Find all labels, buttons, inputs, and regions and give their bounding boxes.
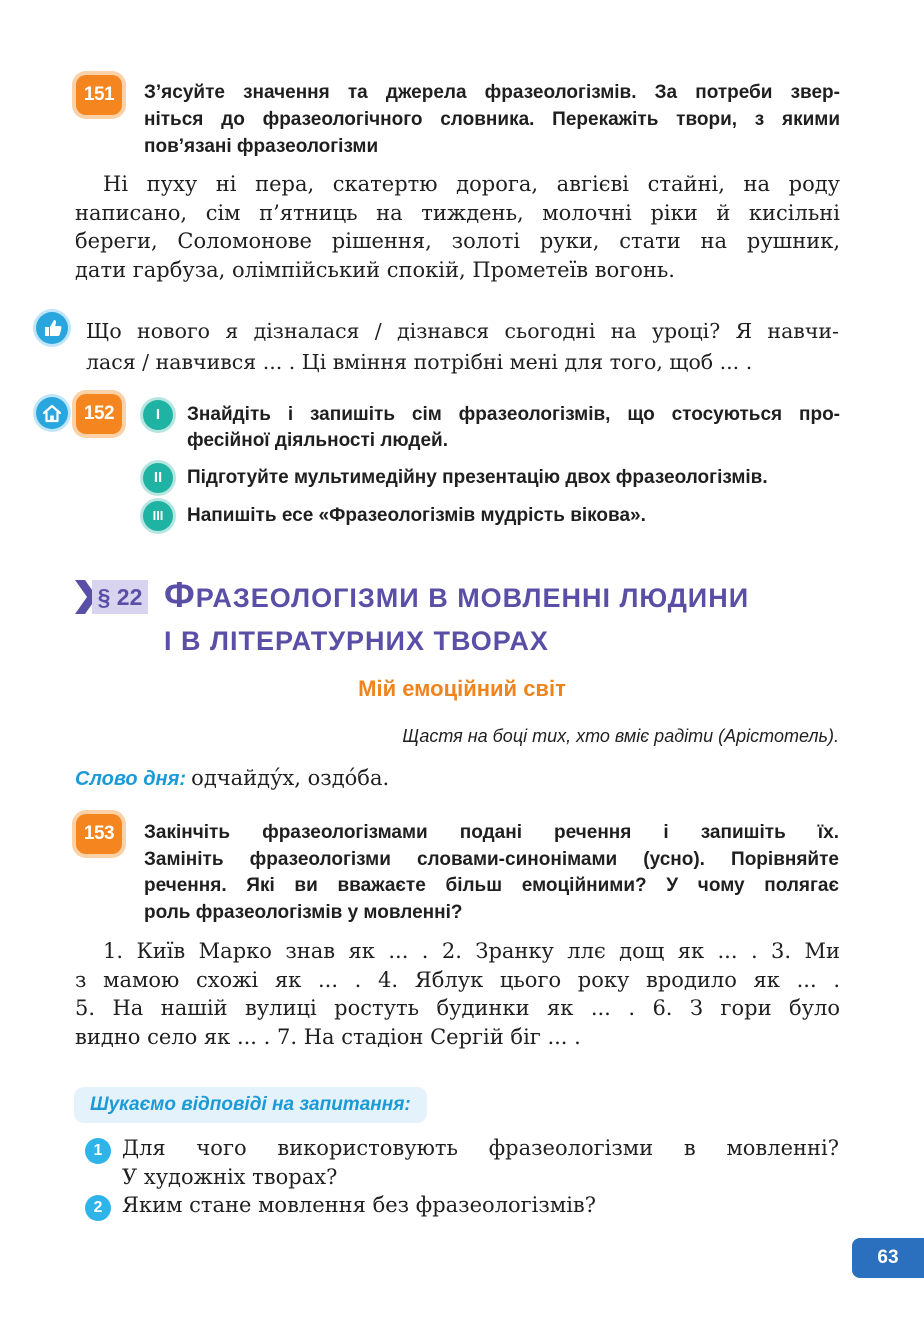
word-of-day-label: Слово дня: <box>75 768 187 790</box>
task-number: 153 <box>83 823 115 844</box>
text-line: Що нового я дізналася / дізнався сьогодні на уроці? Я навчи- <box>86 319 839 343</box>
question-2-number <box>85 1195 111 1221</box>
text-line: видно село як ... . 7. На стадіон Сергій біг ... . <box>75 1024 581 1049</box>
level-line: Підготуйте мультимедійну презентацію двох фразеологізмів. <box>187 467 768 488</box>
question-line: Для чого використовують фразеологізми в мовленні? <box>122 1136 839 1160</box>
level-line: Напишіть есе «Фразеологізмів мудрість вікова». <box>187 505 646 526</box>
question-number-text: 2 <box>93 1199 103 1216</box>
instruction-line: Закінчіть фразеологізмами подані речення і запишіть їх. <box>144 822 839 843</box>
task-number: 151 <box>83 84 115 105</box>
question-1-text <box>122 1134 839 1191</box>
home-icon <box>36 397 68 429</box>
level-marker-text: II <box>153 469 163 486</box>
instruction-line: ніться до фразеологічного словника. Перекажіть твори, з якими <box>144 109 840 130</box>
reflection-text <box>86 316 839 378</box>
task-number: 152 <box>83 403 115 424</box>
level-line: фесійної діяльності людей. <box>187 430 448 451</box>
thumbs-up-icon <box>36 312 68 344</box>
level-2-marker <box>143 463 173 493</box>
level-3-marker <box>143 501 173 531</box>
instruction-line: речення. Які ви вважаєте більш емоційними? У чому полягає <box>144 875 839 896</box>
level-3-text <box>187 503 847 529</box>
task-151-badge <box>76 75 122 115</box>
section-title-line-2: І В ЛІТЕРАТУРНИХ ТВОРАХ <box>164 626 549 656</box>
level-2-text <box>187 465 847 491</box>
task-151-instruction <box>144 79 840 160</box>
questions-label: Шукаємо відповіді на запитання: <box>74 1087 427 1123</box>
level-1-text <box>187 402 840 454</box>
page-number: 63 <box>852 1238 924 1278</box>
text-line: 5. На нашій вулиці ростуть будинки як ... . 6. З гори було <box>75 996 840 1020</box>
section-title-rest: РАЗЕОЛОГІЗМИ В МОВЛЕННІ ЛЮДИНИ <box>195 583 750 613</box>
question-1-number <box>85 1138 111 1164</box>
task-152-badge <box>76 394 122 434</box>
text-line: Ні пуху ні пера, скатертю дорога, авгієві стайні, на роду <box>103 172 840 196</box>
emotional-heading: Мій емоційний світ <box>358 676 566 701</box>
text-line: дати гарбуза, олімпійський спокій, Прометеїв вогонь. <box>75 257 675 282</box>
level-marker-text: I <box>155 406 161 423</box>
section-title <box>164 576 844 660</box>
section-title-line-1 <box>164 576 844 622</box>
instruction-line: роль фразеологізмів у мовленні? <box>144 901 463 923</box>
task-153-badge <box>76 814 122 854</box>
instruction-line: Замініть фразеологізми словами-синонімами (усно). Порівняйте <box>144 848 839 870</box>
question-number-text: 1 <box>93 1142 103 1159</box>
question-line: Яким стане мовлення без фразеологізмів? <box>122 1193 596 1217</box>
task-153-text <box>75 937 840 1051</box>
level-line: Знайдіть і запишіть сім фразеологізмів, що стосуються про- <box>187 404 840 425</box>
section-marker <box>75 580 148 614</box>
emotional-quote: Щастя на боці тих, хто вміє радіти (Арістотель). <box>402 726 839 746</box>
instruction-line: З’ясуйте значення та джерела фразеологізмів. За потреби звер- <box>144 82 840 103</box>
text-line: 1. Київ Марко знав як ... . 2. Зранку ллє дощ як ... . 3. Ми <box>103 939 840 963</box>
question-2-text <box>122 1191 839 1220</box>
task-153-instruction <box>144 820 839 926</box>
task-151-text <box>75 170 840 284</box>
level-marker-text: III <box>152 508 164 523</box>
word-of-day <box>75 766 840 791</box>
text-line: лася / навчився ... . Ці вміння потрібні мені для того, щоб ... . <box>86 350 753 374</box>
text-line: написано, сім п’ятниць на тиждень, молочні ріки й кисільні <box>75 200 840 225</box>
question-line: У художніх творах? <box>122 1164 338 1189</box>
section-title-initial: Ф <box>164 574 196 615</box>
level-1-marker <box>143 400 173 430</box>
word-of-day-words: одчайду́х, оздо́ба. <box>191 766 390 790</box>
text-line: з мамою схожі як ... . 4. Яблук цього року вродило як ... . <box>75 967 840 992</box>
instruction-line: пов’язані фразеологізми <box>144 136 379 157</box>
section-number: § 22 <box>92 580 148 614</box>
text-line: береги, Соломонове рішення, золоті руки, стати на рушник, <box>75 229 840 253</box>
